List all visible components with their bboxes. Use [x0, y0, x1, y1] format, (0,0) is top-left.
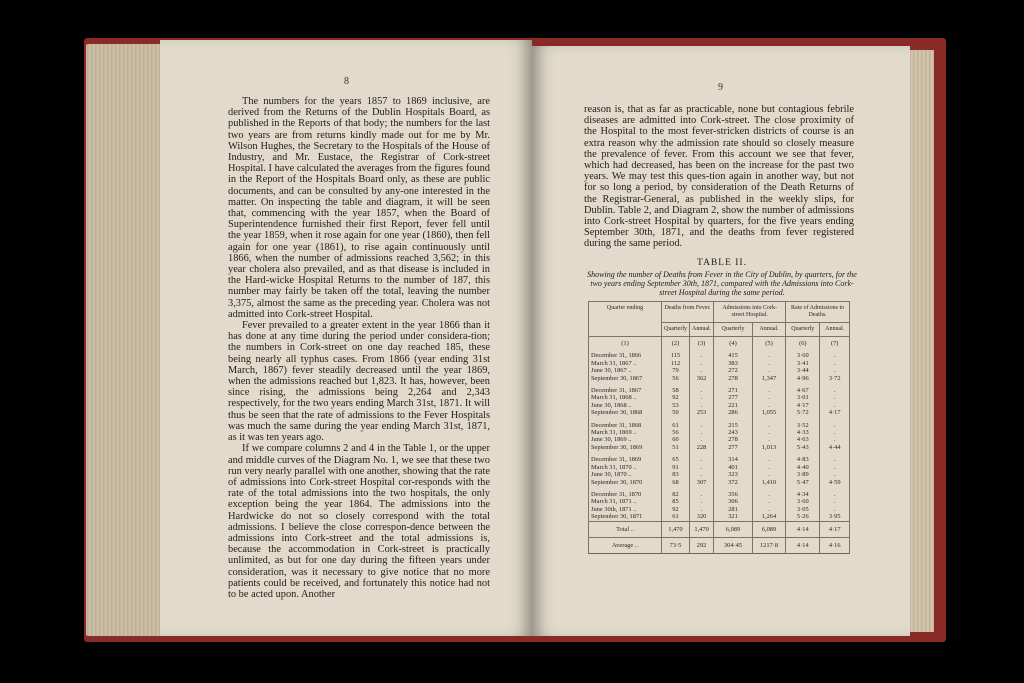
- table-row: [589, 352, 850, 359]
- table-cell: 362: [690, 375, 714, 382]
- quarter-cell: September 30, 1868: [589, 409, 662, 416]
- paragraph: reason is, that as far as practicable, none but contagious febrile diseases are admitted into Cork-street. The close proximity of the Hospital to the most fever-stricken districts of course is an extra reason why the admission rate should so closely measure the prevalence of fever. From this account we see that fever, which had decreased, has been on the increase for the past two years. We may test this ques-tion again in another way, but not for so long a period, by consideration of the Death Returns of the Registrar-General, as published in the weekly slips, for Dublin. Table 2, and Diagram 2, show the number of admissions into Cork-street Hospital by quarters, for the five years ending September 30th, 1871, and the deaths from fever registered during the same period.: [584, 104, 854, 250]
- table-body: [589, 337, 850, 522]
- quarter-cell: September 30, 1870: [589, 479, 662, 486]
- table-cell: 3·41: [786, 360, 820, 367]
- left-page: [160, 40, 532, 636]
- table-row: [589, 429, 850, 436]
- table-cell: 271: [714, 387, 753, 394]
- table-cell: 82: [662, 491, 690, 498]
- table-cell: .: [690, 429, 714, 436]
- quarter-cell: March 31, 1867 ..: [589, 360, 662, 367]
- quarter-cell: June 30, 1868 ..: [589, 402, 662, 409]
- quarter-cell: March 31, 1871 ..: [589, 498, 662, 505]
- table-cell: 5·26: [786, 513, 820, 521]
- table-cell: 60: [662, 436, 690, 443]
- table-cell: .: [690, 506, 714, 513]
- header-annual: Annual.: [752, 323, 785, 337]
- table-cell: 415: [714, 352, 753, 359]
- right-page: [532, 46, 910, 636]
- page-number: 8: [344, 76, 349, 87]
- header-annual: Annual.: [820, 323, 850, 337]
- table-cell: 1217·8: [752, 537, 785, 553]
- column-number-row: [589, 337, 850, 348]
- table-cell: 281: [714, 506, 753, 513]
- quarter-cell: September 30, 1867: [589, 375, 662, 382]
- table-cell: 3·89: [786, 471, 820, 478]
- table-cell: 4·63: [786, 436, 820, 443]
- table-cell: 272: [714, 367, 753, 374]
- header-admissions: Admissions into Cork-street Hospital.: [714, 302, 786, 323]
- table-cell: 68: [662, 479, 690, 486]
- table-cell: 4·44: [820, 444, 850, 451]
- quarter-cell: December 31, 1866: [589, 352, 662, 359]
- table-cell: .: [820, 394, 850, 401]
- table-cell: 4·17: [820, 409, 850, 416]
- table-cell: .: [690, 387, 714, 394]
- table-row: [589, 444, 850, 451]
- table-cell: .: [820, 422, 850, 429]
- header-quarter: Quarter ending: [589, 302, 662, 337]
- table-row: [589, 375, 850, 382]
- table-cell: .: [820, 498, 850, 505]
- table-cell: 4·16: [820, 537, 850, 553]
- table-cell: 3·60: [786, 498, 820, 505]
- table-cell: 278: [714, 436, 753, 443]
- table-cell: 4·96: [786, 375, 820, 382]
- table-cell: .: [752, 491, 785, 498]
- quarter-cell: September 30, 1869: [589, 444, 662, 451]
- table-row: [589, 409, 850, 416]
- table-cell: .: [690, 464, 714, 471]
- quarter-cell: December 31, 1870: [589, 491, 662, 498]
- quarter-cell: June 30, 1867 ..: [589, 367, 662, 374]
- table-cell: 61: [662, 513, 690, 521]
- table-cell: .: [820, 506, 850, 513]
- table-cell: 4·67: [786, 387, 820, 394]
- table-cell: .: [752, 352, 785, 359]
- table-cell: .: [820, 360, 850, 367]
- table-cell: 277: [714, 394, 753, 401]
- table-cell: 4·40: [786, 464, 820, 471]
- paragraph: Fever prevailed to a greater extent in the year 1866 than it has done at any time during the period under considera-tion; the numbers in Cork-street on one day reached 185, these being nearly all typhus cases. From 1866 (year ending 31st March, 1867) fever steadily decreased until the year 1869, when the admissions reached but 1,823. It has, however, been since rising, the admissions being 2,264 and 2,343 respectively, for the two years ending March 31st, 1871. It will thus be seen that the rate of admissions to the Fever Hospitals was much the same during the year ending March 31st, 1871, as it was ten years ago.: [228, 320, 490, 444]
- table-cell: 221: [714, 402, 753, 409]
- table-cell: 4·14: [786, 521, 820, 537]
- table-row: [589, 436, 850, 443]
- page-edges-left: [86, 44, 162, 636]
- table-cell: .: [752, 471, 785, 478]
- table-row: [589, 471, 850, 478]
- header-deaths: Deaths from Fever.: [662, 302, 714, 323]
- table-cell: 112: [662, 360, 690, 367]
- column-number: (3): [690, 337, 714, 348]
- header-quarterly: Quarterly: [662, 323, 690, 337]
- table-cell: .: [752, 498, 785, 505]
- table-cell: 1,013: [752, 444, 785, 451]
- table-row: [589, 367, 850, 374]
- table-cell: .: [752, 367, 785, 374]
- quarter-cell: March 31, 1869 ..: [589, 429, 662, 436]
- table-cell: .: [690, 367, 714, 374]
- table-row: [589, 456, 850, 463]
- quarter-cell: December 31, 1868: [589, 422, 662, 429]
- table-cell: 3·72: [820, 375, 850, 382]
- table-cell: 314: [714, 456, 753, 463]
- table-cell: 61: [662, 422, 690, 429]
- column-number: (1): [589, 337, 662, 348]
- quarter-cell: December 31, 1867: [589, 387, 662, 394]
- table-cell: 3·01: [786, 394, 820, 401]
- quarter-cell: June 30, 1870 ..: [589, 471, 662, 478]
- table-cell: .: [690, 471, 714, 478]
- table-cell: 323: [714, 471, 753, 478]
- table-cell: 215: [714, 422, 753, 429]
- table-row: [589, 479, 850, 486]
- table-cell: 307: [690, 479, 714, 486]
- table-cell: .: [690, 436, 714, 443]
- quarter-cell: March 31, 1870 ..: [589, 464, 662, 471]
- table-cell: .: [752, 387, 785, 394]
- table-cell: .: [820, 436, 850, 443]
- table-cell: 253: [690, 409, 714, 416]
- table-row: [589, 491, 850, 498]
- page-number: 9: [718, 82, 723, 93]
- table-cell: .: [752, 429, 785, 436]
- table-cell: 4·33: [786, 429, 820, 436]
- left-page-text: [228, 96, 490, 600]
- table-row: [589, 513, 850, 521]
- table-cell: 92: [662, 394, 690, 401]
- paragraph: If we compare columns 2 and 4 in the Table 1, or the upper and middle curves of the Diagram No. 1, we see that these two run very nearly parallel with one another, showing that the rate of admissions into Cork-street Hospital cor-responds with the rate of the total admissions into the two hospitals, the only exception being the year 1864. The admissions into the Hardwicke do not so closely correspond with the total admissions. I believe the close correspon-dence between the admissions into Cork-street and the total admissions is, because the accommodation in Cork-street is practically unlimited, as but for one day during the fifteen years under consideration, was it necessary to give notice that no more patients could be received, and fortunately this notice had not to be acted upon. Another: [228, 443, 490, 600]
- table-cell: 228: [690, 444, 714, 451]
- page-edges-right: [908, 50, 934, 632]
- table-cell: Average ..: [589, 537, 662, 553]
- table-cell: .: [752, 436, 785, 443]
- table-cell: 56: [662, 429, 690, 436]
- table-cell: 1,055: [752, 409, 785, 416]
- table-cell: 85: [662, 498, 690, 505]
- column-number: (5): [752, 337, 785, 348]
- table-cell: 306: [714, 498, 753, 505]
- table-cell: .: [752, 402, 785, 409]
- table-cell: 321: [714, 513, 753, 521]
- table-cell: 3·44: [786, 367, 820, 374]
- table-row: [589, 402, 850, 409]
- table-cell: 4·17: [820, 521, 850, 537]
- table-cell: .: [690, 394, 714, 401]
- table-cell: 372: [714, 479, 753, 486]
- column-number: (2): [662, 337, 690, 348]
- table-cell: 50: [662, 409, 690, 416]
- right-page-text: [584, 104, 854, 250]
- table-row: [589, 387, 850, 394]
- table-cell: 3·52: [786, 422, 820, 429]
- table-cell: 4·34: [786, 491, 820, 498]
- total-row: [589, 521, 850, 537]
- quarter-cell: September 30, 1871: [589, 513, 662, 521]
- table-cell: 383: [714, 360, 753, 367]
- table-cell: .: [820, 352, 850, 359]
- table-cell: 6,089: [714, 521, 753, 537]
- header-rate: Rate of Admissions to Deaths.: [786, 302, 850, 323]
- table-cell: 83: [662, 471, 690, 478]
- table-cell: 3·60: [786, 352, 820, 359]
- column-number: (4): [714, 337, 753, 348]
- table-cell: 277: [714, 444, 753, 451]
- table-cell: .: [820, 429, 850, 436]
- table-cell: .: [820, 456, 850, 463]
- table-cell: 292: [690, 537, 714, 553]
- table-cell: .: [752, 456, 785, 463]
- table-cell: .: [820, 491, 850, 498]
- table-cell: .: [690, 352, 714, 359]
- table-cell: .: [820, 367, 850, 374]
- table-cell: 278: [714, 375, 753, 382]
- table-cell: 356: [714, 491, 753, 498]
- header-annual: Annual.: [690, 323, 714, 337]
- table-cell: .: [690, 498, 714, 505]
- table-cell: 286: [714, 409, 753, 416]
- table-row: [589, 394, 850, 401]
- header-quarterly: Quarterly: [714, 323, 753, 337]
- quarter-cell: March 31, 1868 ..: [589, 394, 662, 401]
- table-cell: 1,470: [662, 521, 690, 537]
- table-cell: .: [752, 394, 785, 401]
- table-cell: 243: [714, 429, 753, 436]
- quarter-cell: June 30th, 1871 ..: [589, 506, 662, 513]
- table-cell: 115: [662, 352, 690, 359]
- table-cell: 1,264: [752, 513, 785, 521]
- column-number: (6): [786, 337, 820, 348]
- table-cell: 51: [662, 444, 690, 451]
- table-row: [589, 506, 850, 513]
- quarter-cell: June 30, 1869 ..: [589, 436, 662, 443]
- table-cell: 4·83: [786, 456, 820, 463]
- table-cell: 91: [662, 464, 690, 471]
- deaths-admissions-table: [588, 301, 850, 554]
- table-cell: .: [820, 402, 850, 409]
- table-cell: .: [690, 360, 714, 367]
- table-row: [589, 498, 850, 505]
- table-cell: .: [820, 464, 850, 471]
- table-cell: .: [690, 456, 714, 463]
- table-cell: 73·5: [662, 537, 690, 553]
- table-caption: [582, 258, 862, 297]
- table-cell: 65: [662, 456, 690, 463]
- average-row: [589, 537, 850, 553]
- table-cell: .: [690, 422, 714, 429]
- table-cell: 1,470: [690, 521, 714, 537]
- table-cell: .: [752, 360, 785, 367]
- table-cell: 79: [662, 367, 690, 374]
- table-cell: .: [752, 464, 785, 471]
- table-cell: .: [690, 491, 714, 498]
- table-cell: 1,347: [752, 375, 785, 382]
- table-row: [589, 422, 850, 429]
- table-cell: 401: [714, 464, 753, 471]
- table-cell: .: [752, 506, 785, 513]
- table-cell: 5·47: [786, 479, 820, 486]
- column-number: (7): [820, 337, 850, 348]
- table-cell: .: [752, 422, 785, 429]
- table-title: TABLE II.: [697, 258, 747, 268]
- table-cell: 56: [662, 375, 690, 382]
- table-row: [589, 360, 850, 367]
- table-cell: 4·17: [786, 402, 820, 409]
- table-cell: 4·14: [786, 537, 820, 553]
- table-cell: 6,089: [752, 521, 785, 537]
- table-cell: .: [820, 387, 850, 394]
- table-cell: 53: [662, 402, 690, 409]
- header-quarterly: Quarterly: [786, 323, 820, 337]
- quarter-cell: December 31, 1869: [589, 456, 662, 463]
- paragraph: The numbers for the years 1857 to 1869 inclusive, are derived from the Returns of the Dublin Hospitals Board, as published in the Reports of that body; the numbers for the last two years are from returns kindly made out for me by Mr. Wilson Hughes, the Secretary to the Hospitals of the House of Industry, and Mr. Eustace, the Registrar of Cork-street Hospital. I have calculated the averages from the figures found in the Report of the Hospitals Board only, as these are public documents, and can be consulted by any-one interested in the matter. On inspecting the table and diagram, it will be seen that, commencing with the year 1857, when the Board of Superintendence furnished their first Report, fever fell until the year 1859, when it rose again for one year (1860), then fell again for one year (1861), to rise again continuously until 1866, when the number of admissions reached 3,562; in this year cholera also prevailed, and as that disease is included in the Hard-wicke Hospital Returns to the number of 187, this number may fairly be taken off the total, leaving the number 3,375, almost the same as the preceding year. Cholera was not admitted into Cork-street Hospital.: [228, 96, 490, 320]
- table-subtitle: Showing the number of Deaths from Fever in the City of Dublin, by quarters, for the two years ending September 30th, 1871, compared with the Admissions into Cork-street Hospital during the same period.: [587, 270, 857, 297]
- table-row: [589, 464, 850, 471]
- table-cell: .: [690, 402, 714, 409]
- table-cell: Total ..: [589, 521, 662, 537]
- table-cell: 92: [662, 506, 690, 513]
- table-cell: 5·43: [786, 444, 820, 451]
- table-cell: 3·05: [786, 506, 820, 513]
- table-cell: 320: [690, 513, 714, 521]
- table-cell: 58: [662, 387, 690, 394]
- table-cell: .: [820, 471, 850, 478]
- table-cell: 3·95: [820, 513, 850, 521]
- table-cell: 304·45: [714, 537, 753, 553]
- table-cell: 5·72: [786, 409, 820, 416]
- table-cell: 1,410: [752, 479, 785, 486]
- table-cell: 4·59: [820, 479, 850, 486]
